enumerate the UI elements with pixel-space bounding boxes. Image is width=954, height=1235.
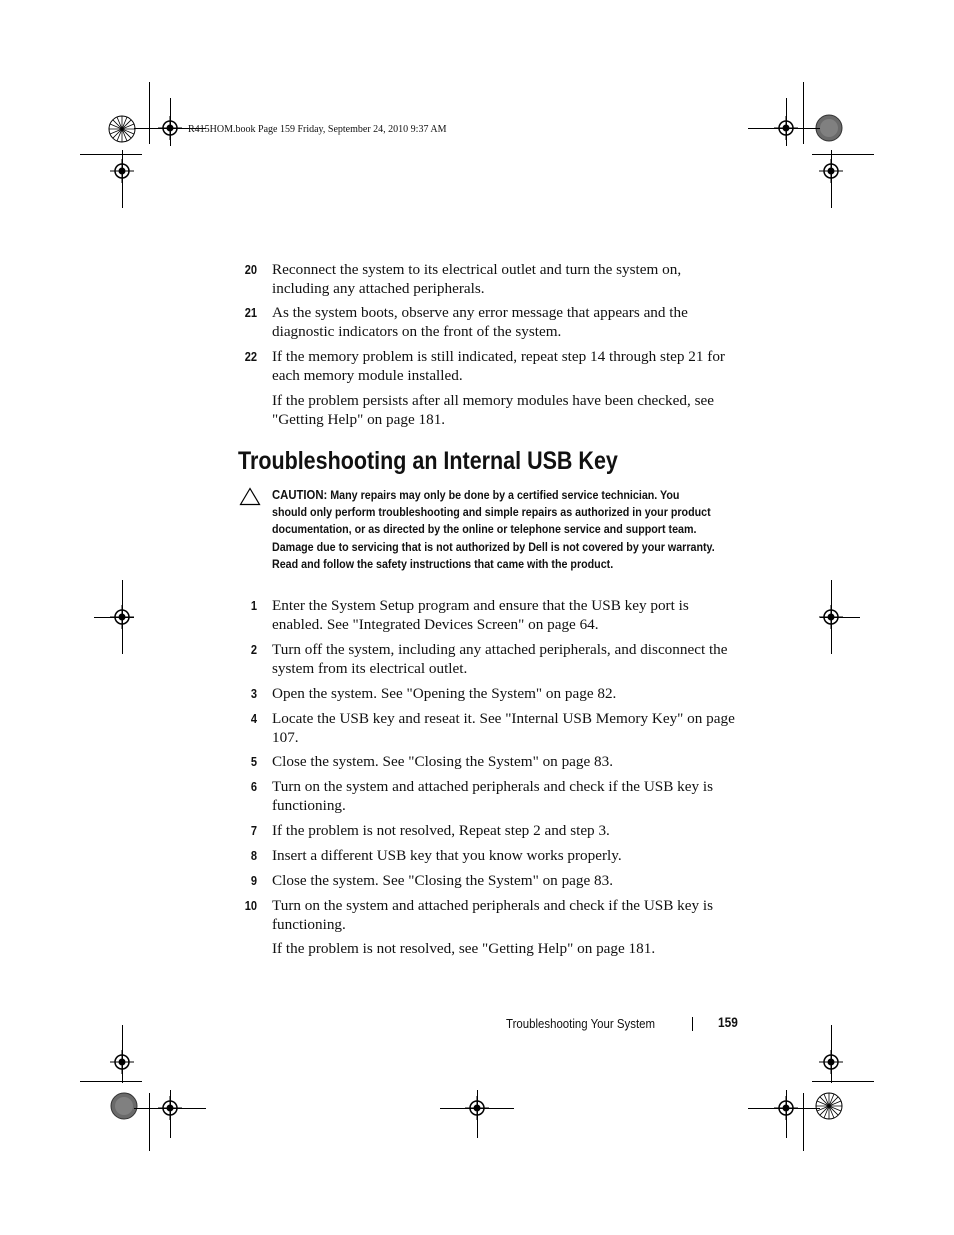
step-text: Reconnect the system to its electrical outlet and turn the system on, including any attached peripherals. bbox=[272, 261, 682, 297]
step-text: If the problem is not resolved, Repeat step 2 and step 3. bbox=[272, 822, 610, 839]
step-text: If the memory problem is still indicated, repeat step 14 through step 21 for each memory module installed. bbox=[272, 348, 725, 384]
step-text: Locate the USB key and reseat it. See "Internal USB Memory Key" on page 107. bbox=[272, 710, 735, 746]
step-text: As the system boots, observe any error message that appears and the diagnostic indicators on the front of the system. bbox=[272, 304, 688, 340]
step-number: 8 bbox=[250, 848, 257, 863]
caution-icon bbox=[239, 487, 261, 511]
step-number: 22 bbox=[244, 349, 257, 364]
caution-text: Many repairs may only be done by a certified service technician. You should only perform troubleshooting and simple repairs as authorized in your product documentation, or as directed by the online or telephone service and support team. Damage due to servicing that is not authorized by Dell is not covered by your warranty. Read and follow the safety instructions that came with the product. bbox=[272, 488, 715, 571]
step-number: 3 bbox=[250, 686, 257, 701]
step-number: 4 bbox=[250, 711, 257, 726]
caution-notice bbox=[272, 486, 717, 573]
footer-section-title: Troubleshooting Your System bbox=[506, 1016, 656, 1031]
step-text: Turn on the system and attached peripherals and check if the USB key is functioning. bbox=[272, 897, 714, 933]
page-number: 159 bbox=[718, 1015, 738, 1030]
step-number: 7 bbox=[250, 823, 257, 838]
step-text: Turn off the system, including any attached peripherals, and disconnect the system from its electrical outlet. bbox=[272, 641, 728, 677]
step-text: Insert a different USB key that you know works properly. bbox=[272, 847, 622, 864]
note-paragraph: If the problem persists after all memory modules have been checked, see "Getting Help" on page 181. bbox=[272, 392, 714, 428]
step-number: 20 bbox=[244, 262, 257, 277]
step-number: 9 bbox=[250, 873, 257, 888]
step-text: Enter the System Setup program and ensure that the USB key port is enabled. See "Integrated Devices Screen" on page 64. bbox=[272, 597, 689, 633]
step-text: Close the system. See "Closing the System" on page 83. bbox=[272, 753, 614, 770]
step-number: 2 bbox=[250, 642, 257, 657]
section-heading: Troubleshooting an Internal USB Key bbox=[238, 447, 618, 475]
step-number: 6 bbox=[250, 779, 257, 794]
step-number: 21 bbox=[244, 305, 257, 320]
step-text: Close the system. See "Closing the System" on page 83. bbox=[272, 872, 614, 889]
step-number: 10 bbox=[244, 898, 257, 913]
step-text: Turn on the system and attached peripherals and check if the USB key is functioning. bbox=[272, 778, 714, 814]
step-number: 1 bbox=[250, 598, 257, 613]
footer-divider bbox=[692, 1017, 693, 1031]
step-text: Open the system. See "Opening the System" on page 82. bbox=[272, 685, 617, 702]
starburst-registration-icon bbox=[815, 1092, 843, 1120]
note-paragraph: If the problem is not resolved, see "Getting Help" on page 181. bbox=[272, 940, 656, 957]
gray-circle-registration-icon bbox=[110, 1092, 138, 1120]
starburst-registration-icon bbox=[108, 115, 136, 143]
caution-label: CAUTION: bbox=[272, 487, 328, 502]
step-number: 5 bbox=[250, 754, 257, 769]
print-slug: R415HOM.book Page 159 Friday, September 24, 2010 9:37 AM bbox=[188, 124, 447, 135]
